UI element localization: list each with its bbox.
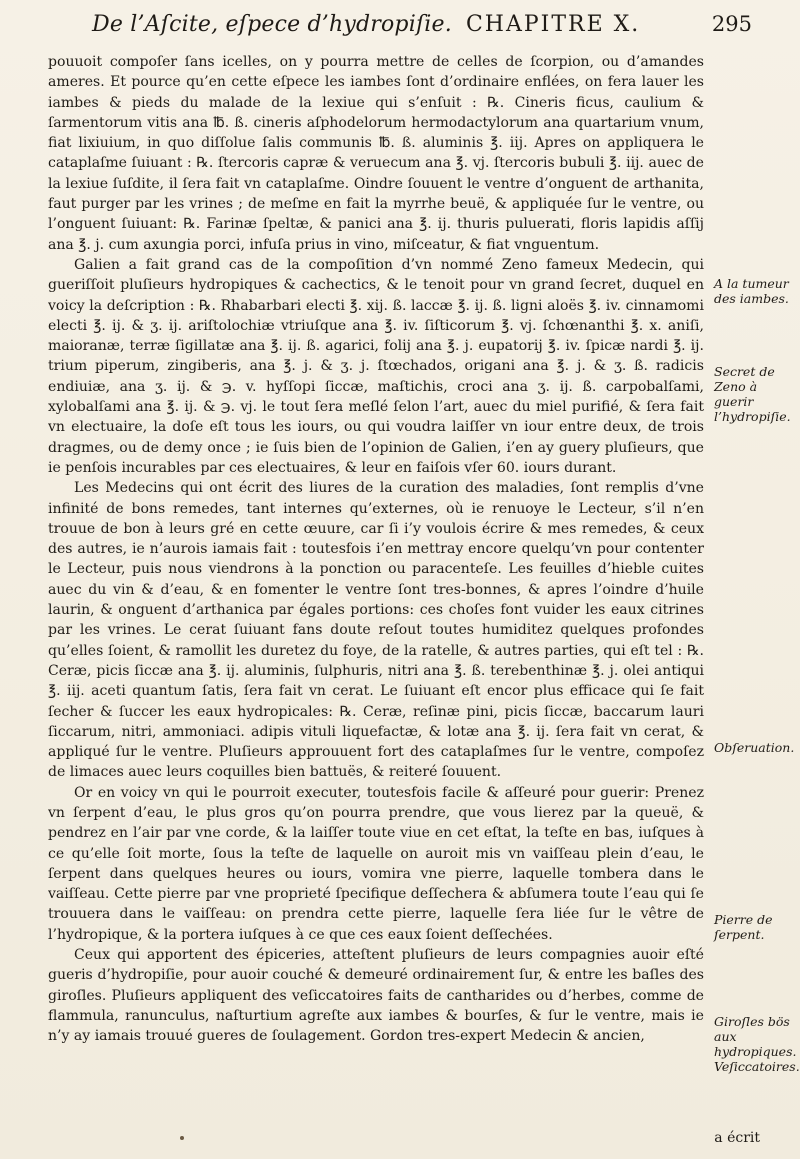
margin-note: A la tumeur des iambes. bbox=[714, 276, 789, 306]
paragraph: Les Medecins qui ont écrit des liures de la curation des maladies, ſont remplis d’vne infinité de bons remedes, tant internes qu’externes, où ie renuoye le Lecteur, s’il n’en trouue de bon à leurs gré en cette œuure, car ſi i’y voulois écrire & mes remedes, & ceux des autres, ie n’aurois iamais fait : toutesfois i’en mettray encore quelqu’vn pour contenter le Lecteur, puis nous viendrons à la ponction ou paracenteſe. Les feuilles d’hieble cuites auec du vin & d’eau, & en fomenter le ventre ſont tres-bonnes, & apres l’oindre d’huile laurin, & onguent d’arthanica par égales portions: ces choſes font vuider les eaux citrines par les vrines. Le cerat ſuiuant fans doute reſout toutes humiditez quelques profondes qu’elles ſoient, & ramollit les duretez du foye, de la ratelle, & autres parties, qui eſt tel : ℞. Ceræ, picis ſiccæ ana ℥. ij. aluminis, ſulphuris, nitri ana ℥. ß. terebenthinæ ℥. j. olei antiqui ℥. iij. aceti quantum ſatis, ſera fait vn cerat. Le ſuiuant eſt encor plus efficace qui ſe fait ſecher & ſuccer les eaux hydropicales: ℞. Ceræ, reſinæ pini, picis ſiccæ, baccarum lauri ſiccarum, nitri, ammoniaci. adipis vituli liquefactæ, & lotæ ana ℥. ij. ſera fait vn cerat, & appliqué ſur le ventre. Pluſieurs approuuent fort des cataplaſmes ſur le ventre, compoſez de limaces auec leurs coquilles bien battuës, & reiteré ſouuent. bbox=[48, 480, 704, 781]
ink-spot bbox=[180, 1136, 184, 1140]
main-text bbox=[48, 52, 704, 1142]
paragraph: Ceux qui apportent des épiceries, atteſtent pluſieurs de leurs compagnies auoir eſté gueris d’hydropiſie, pour auoir couché & demeuré ordinairement ſur, & entre les baſles des giroſles. Pluſieurs appliquent des veſiccatoires faits de cantharides ou d’herbes, comme de flammula, ranunculus, naſturtium agreſte aux iambes & bourſes, & ſur le ventre, mais ie n’y ay iamais trouué gueres de ſoulagement. Gordon tres-expert Medecin & ancien, bbox=[48, 947, 704, 1045]
catchword: a écrit bbox=[714, 1130, 760, 1146]
chapter-heading: CHAPITRE X. bbox=[465, 12, 641, 37]
margin-note: Secret de Zeno à guerir l’hydropiſie. bbox=[714, 364, 791, 424]
paragraph: Galien a fait grand cas de la compoſition d’vn nommé Zeno fameux Medecin, qui gueriſſoit pluſieurs hydropiques & cachectics, & le tenoit pour vn grand ſecret, duquel en voicy la deſcription : ℞. Rhabarbari electi ℥. xij. ß. laccæ ℥. ij. ß. ligni aloës ℥. iv. cinnamomi electi ℥. ij. & ʒ. ij. ariſtolochiæ vtriuſque ana ℥. iv. ſiſticorum ℥. vj. ſchœnanthi ℥. x. aniſi, maioranæ, terræ ſigillatæ ana ℥. ij. ß. agarici, folij ana ℥. j. eupatorij ℥. iv. ſpicæ nardi ℥. ij. trium piperum, zingiberis, ana ℥. j. & ʒ. j. ſtœchados, origani ana ℥. j. & ʒ. ß. radicis endiuiæ, ana ʒ. ij. & ℈. v. hyſſopi ſiccæ, maſtichis, croci ana ʒ. ij. ß. carpobalſami, xylobalſami ana ℥. ij. & ℈. vj. le tout ſera meſlé ſelon l’art, auec du miel purifié, & ſera fait vn electuaire, la doſe eſt tous les iours, ou qui voudra laiſſer vn iour entre deux, de trois dragmes, ou de demy once ; ie ſuis bien de l’opinion de Galien, i’en ay guery pluſieurs, que ie penſois incurables par ces electuaires, & leur en faiſois vſer 60. iours durant. bbox=[48, 256, 704, 476]
margin-note: Pierre de ſerpent. bbox=[714, 912, 773, 942]
paragraph: Or en voicy vn qui le pourroit executer, toutesfois facile & aſſeuré pour guerir: Prenez vn ſerpent d’eau, le plus gros qu’on pourra prendre, que vous lierez par la queuë, & pendrez en l’air par vne corde, & la laiſſer toute viue en cet eſtat, la teſte en bas, iuſques à ce qu’elle ſoit morte, ſous la teſte de laquelle on auroit mis vn vaiſſeau plein d’eau, le ſerpent dans quelques heures ou iours, vomira vne pierre, laquelle tombera dans le vaiſſeau. Cette pierre par vne proprieté ſpecifique deſſechera & abſumera toute l’eau qui ſe trouuera dans le vaiſſeau: on prendra cette pierre, laquelle ſera liée ſur le vêtre de l’hydropique, & la portera iuſques à ce que ces eaux ſoient deſſechées. bbox=[48, 784, 704, 943]
running-title: De l’Aſcite, eſpece d’hydropiſie. bbox=[92, 12, 452, 37]
page-number: 295 bbox=[711, 12, 752, 36]
paragraph: pouuoit compoſer ſans icelles, on y pourra mettre de celles de ſcorpion, ou d’amandes ameres. Et pource qu’en cette eſpece les iambes ſont d’ordinaire enflées, on fera lauer les iambes & pieds du malade de la lexiue qui s’enſuit : ℞. Cineris ficus, caulium & ſarmentorum vitis ana ℔. ß. cineris aſphodelorum hermodactylorum ana quartarium vnum, fiat lixiuium, in quo diſſolue ſalis communis ℔. ß. aluminis ℥. iij. Apres on appliquera le cataplaſme ſuiuant : ℞. ſtercoris capræ & veruecum ana ℥. vj. ſtercoris bubuli ℥. iij. auec de la lexiue ſuſdite, il ſera fait vn cataplaſme. Oindre ſouuent le ventre d’onguent de arthanita, faut purger par les vrines ; de meſme en fait la myrrhe beuë, & appliquée ſur le ventre, ou l’onguent ſuiuant: ℞. Farinæ ſpeltæ, & panici ana ℥. ij. thuris puluerati, floris lapidis aſſij ana ℥. j. cum axungia porci, infuſa prius in vino, miſceatur, & fiat vnguentum. bbox=[48, 54, 704, 253]
margin-note: Giroſles bös aux hydropiques. Veſiccatoires. bbox=[714, 1014, 800, 1074]
margin-note: Obſeruation. bbox=[714, 740, 795, 755]
running-header bbox=[92, 12, 752, 46]
